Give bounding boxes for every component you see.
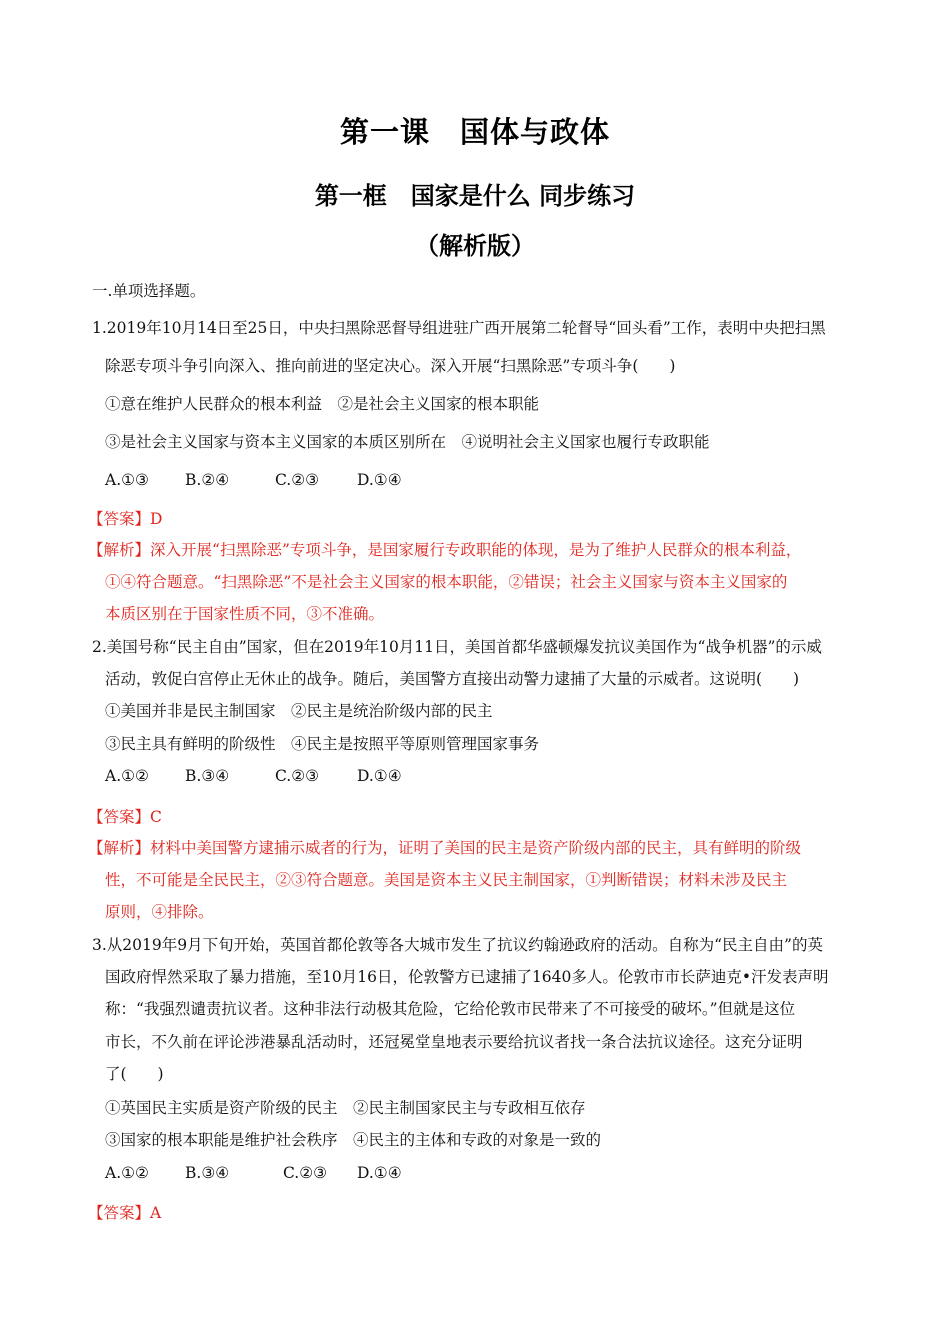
answer-value: A [150,1204,162,1222]
analysis-tag: 【解析】 [88,839,151,857]
question-2-stem-line-2: 活动，敦促白宫停止无休止的战争。随后，美国警方直接出动警力逮捕了大量的示威者。这说明( ) [105,670,800,688]
question-1-analysis-line-3: 本质区别在于国家性质不同，③不准确。 [105,605,385,623]
main-title: 第一课 国体与政体 [339,115,610,149]
choice-b: B.③④ [185,1164,230,1182]
choice-d: D.①④ [357,471,402,489]
choice-a: A.①② [105,767,149,785]
analysis-text: 深入开展“扫黑除恶”专项斗争，是国家履行专政职能的体现，是为了维护人民群众的根本利益， [150,541,802,559]
question-1-choices [105,469,402,491]
question-3-answer [88,1202,161,1224]
question-1-analysis-line-2: ①④符合题意。“扫黑除恶”不是社会主义国家的根本职能，②错误；社会主义国家与资本主义国家的 [105,573,788,591]
question-2-analysis-line-2: 性，不可能是全民民主，②③符合题意。美国是资本主义民主制国家，①判断错误；材料未涉及民主 [105,871,788,889]
answer-tag: 【答案】 [88,808,151,826]
question-1-answer [88,508,162,530]
question-1-item-line-2: ③是社会主义国家与资本主义国家的本质区别所在 ④说明社会主义国家也履行专政职能 [105,433,710,451]
answer-value: C [150,808,162,826]
choice-c: C.②③ [275,471,320,489]
question-3-stem-line-1: 3.从2019年9月下旬开始，英国首都伦敦等各大城市发生了抗议约翰逊政府的活动。自称为“民主自由”的英 [92,936,823,954]
choice-d: D.①④ [357,767,402,785]
question-2-item-line-1: ①美国并非是民主制国家 ②民主是统治阶级内部的民主 [105,702,493,720]
question-2-stem-line-1: 2.美国号称“民主自由”国家，但在2019年10月11日，美国首都华盛顿爆发抗议美国作为“战争机器”的示威 [92,638,822,656]
answer-tag: 【答案】 [88,510,151,528]
choice-d: D.①④ [357,1164,402,1182]
question-1-analysis-line-1 [88,539,801,561]
question-3-item-line-1: ①英国民主实质是资产阶级的民主 ②民主制国家民主与专政相互依存 [105,1099,586,1117]
question-1-stem-line-1: 1.2019年10月14日至25日，中央扫黑除恶督导组进驻广西开展第二轮督导“回头看”工作，表明中央把扫黑 [92,319,826,337]
choice-b: B.②④ [185,471,230,489]
question-2-answer [88,806,162,828]
question-1-stem-line-2: 除恶专项斗争引向深入、推向前进的坚定决心。深入开展“扫黑除恶”专项斗争( ) [105,357,676,375]
question-3-stem-line-3: 称：“我强烈谴责抗议者。这种非法行动极其危险，它给伦敦市民带来了不可接受的破坏。”但就是这位 [105,1000,796,1018]
question-3-choices [105,1162,402,1184]
answer-tag: 【答案】 [88,1204,151,1222]
analysis-text: 材料中美国警方逮捕示威者的行为，证明了美国的民主是资产阶级内部的民主，具有鲜明的阶级 [150,839,802,857]
choice-b: B.③④ [185,767,230,785]
question-2-analysis-line-1 [88,837,801,859]
answer-value: D [150,510,163,528]
question-2-choices [105,765,402,787]
choice-c: C.②③ [275,767,320,785]
choice-c: C.②③ [283,1164,328,1182]
question-3-item-line-2: ③国家的根本职能是维护社会秩序 ④民主的主体和专政的对象是一致的 [105,1131,602,1149]
question-1-item-line-1: ①意在维护人民群众的根本利益 ②是社会主义国家的根本职能 [105,395,540,413]
question-2-analysis-line-3: 原则，④排除。 [105,903,214,921]
sub-title: 第一框 国家是什么 同步练习 [314,182,636,210]
question-3-stem-line-2: 国政府悍然采取了暴力措施，至10月16日，伦敦警方已逮捕了1640多人。伦敦市市长萨迪克•汗发表声明 [105,968,829,986]
edition-label: （解析版） [415,232,535,260]
analysis-tag: 【解析】 [88,541,151,559]
choice-a: A.①② [105,1164,149,1182]
choice-a: A.①③ [105,471,149,489]
question-3-stem-line-5: 了( ) [105,1065,164,1083]
question-2-item-line-2: ③民主具有鲜明的阶级性 ④民主是按照平等原则管理国家事务 [105,735,540,753]
question-3-stem-line-4: 市长，不久前在评论涉港暴乱活动时，还冠冕堂皇地表示要给抗议者找一条合法抗议途径。这充分证明 [105,1033,803,1051]
section-header: 一.单项选择题。 [92,282,206,300]
